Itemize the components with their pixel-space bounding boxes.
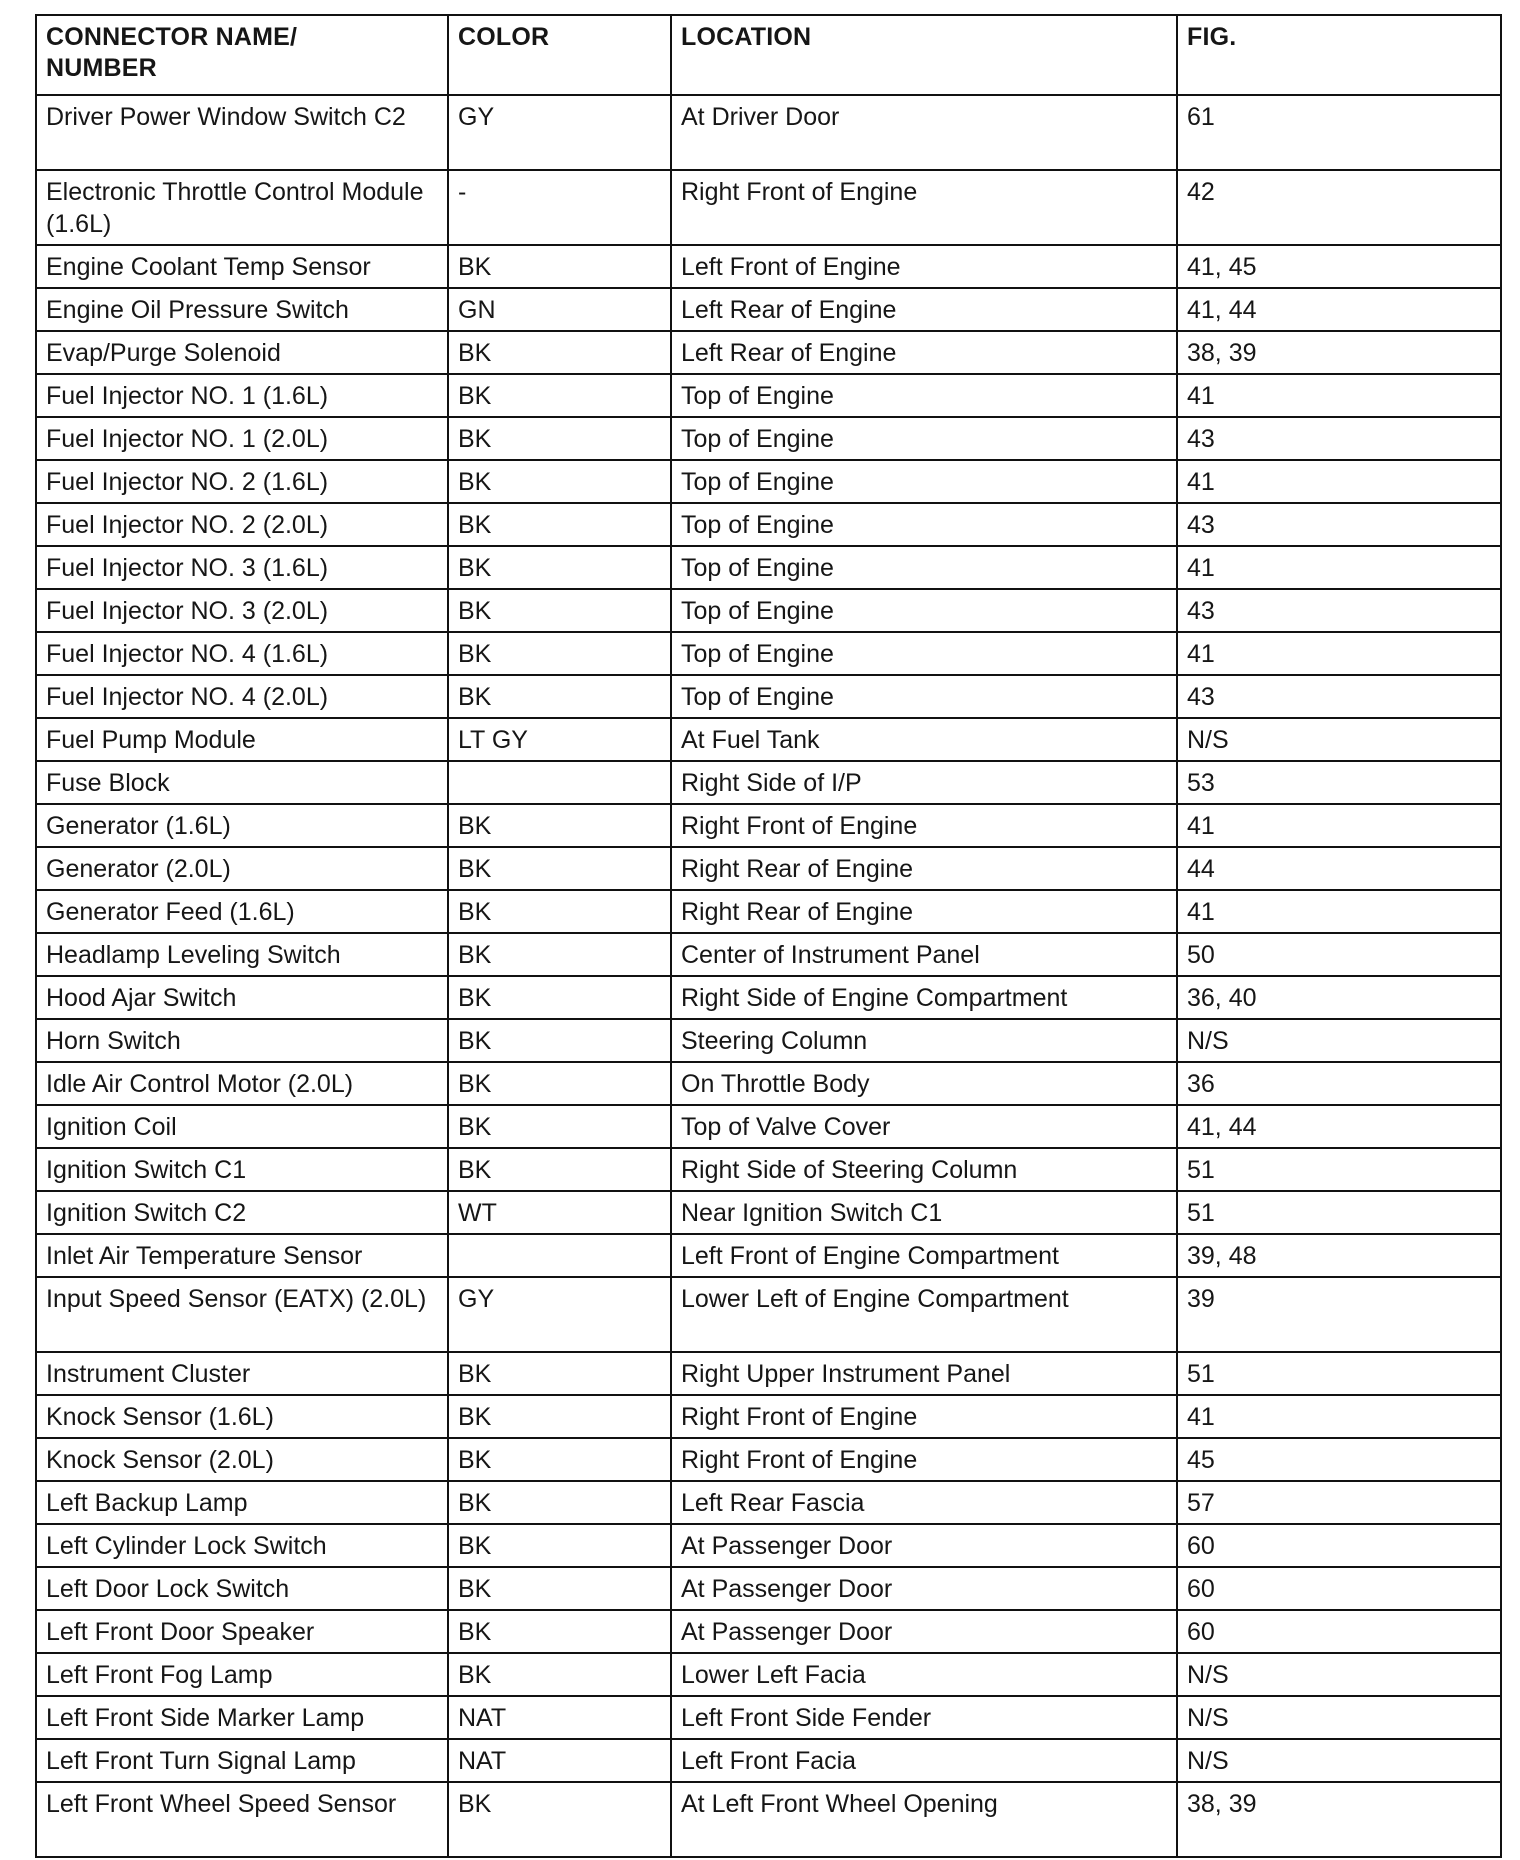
cell-fig: 39, 48 (1177, 1234, 1501, 1277)
cell-location: Top of Engine (671, 589, 1177, 632)
header-location: LOCATION (671, 15, 1177, 95)
cell-color: WT (448, 1191, 671, 1234)
table-row (36, 804, 1501, 847)
cell-connector-name: Input Speed Sensor (EATX) (2.0L) (36, 1277, 448, 1352)
cell-fig: 60 (1177, 1524, 1501, 1567)
cell-fig: 41 (1177, 460, 1501, 503)
cell-fig: 41, 44 (1177, 1105, 1501, 1148)
cell-connector-name: Fuel Injector NO. 4 (1.6L) (36, 632, 448, 675)
table-header-row (36, 15, 1501, 95)
table-row (36, 331, 1501, 374)
connector-table-sheet (35, 14, 1502, 1858)
cell-color: BK (448, 546, 671, 589)
cell-color: BK (448, 1524, 671, 1567)
cell-connector-name: Ignition Coil (36, 1105, 448, 1148)
cell-color (448, 761, 671, 804)
cell-connector-name: Left Front Turn Signal Lamp (36, 1739, 448, 1782)
table-row (36, 1148, 1501, 1191)
cell-connector-name: Left Cylinder Lock Switch (36, 1524, 448, 1567)
cell-connector-name: Hood Ajar Switch (36, 976, 448, 1019)
table-row (36, 1438, 1501, 1481)
cell-fig: 41 (1177, 804, 1501, 847)
table-row (36, 589, 1501, 632)
cell-fig: 51 (1177, 1352, 1501, 1395)
cell-color: BK (448, 1148, 671, 1191)
cell-connector-name: Ignition Switch C2 (36, 1191, 448, 1234)
cell-location: Right Front of Engine (671, 804, 1177, 847)
cell-connector-name: Generator Feed (1.6L) (36, 890, 448, 933)
cell-fig: 41 (1177, 890, 1501, 933)
cell-connector-name: Instrument Cluster (36, 1352, 448, 1395)
cell-color: BK (448, 976, 671, 1019)
cell-location: Near Ignition Switch C1 (671, 1191, 1177, 1234)
cell-color: GY (448, 95, 671, 170)
cell-fig: N/S (1177, 1696, 1501, 1739)
cell-fig: 44 (1177, 847, 1501, 890)
header-connector-name (36, 15, 448, 95)
cell-color: BK (448, 933, 671, 976)
cell-location: Left Front of Engine Compartment (671, 1234, 1177, 1277)
cell-color: BK (448, 1105, 671, 1148)
header-connector-name-line1: CONNECTOR NAME/ (46, 23, 298, 51)
cell-location: Top of Engine (671, 374, 1177, 417)
table-row (36, 288, 1501, 331)
table-row (36, 1567, 1501, 1610)
cell-location: Top of Engine (671, 460, 1177, 503)
cell-location: Right Upper Instrument Panel (671, 1352, 1177, 1395)
cell-location: Center of Instrument Panel (671, 933, 1177, 976)
cell-fig: 53 (1177, 761, 1501, 804)
cell-color: BK (448, 1610, 671, 1653)
cell-color: BK (448, 1782, 671, 1857)
cell-location: Top of Engine (671, 503, 1177, 546)
cell-color: LT GY (448, 718, 671, 761)
cell-location: Top of Engine (671, 546, 1177, 589)
cell-location: Right Front of Engine (671, 1438, 1177, 1481)
cell-connector-name: Fuel Injector NO. 4 (2.0L) (36, 675, 448, 718)
cell-fig: 38, 39 (1177, 1782, 1501, 1857)
cell-color: BK (448, 847, 671, 890)
table-row (36, 976, 1501, 1019)
table-row (36, 1395, 1501, 1438)
table-row (36, 1105, 1501, 1148)
cell-location: Top of Engine (671, 417, 1177, 460)
cell-connector-name: Fuel Injector NO. 3 (1.6L) (36, 546, 448, 589)
cell-color: BK (448, 1481, 671, 1524)
cell-color: BK (448, 1019, 671, 1062)
table-row (36, 1739, 1501, 1782)
cell-location: Right Side of I/P (671, 761, 1177, 804)
cell-color: BK (448, 245, 671, 288)
table-row (36, 933, 1501, 976)
cell-location: Top of Valve Cover (671, 1105, 1177, 1148)
table-row (36, 1653, 1501, 1696)
cell-location: Left Front of Engine (671, 245, 1177, 288)
table-row (36, 1234, 1501, 1277)
cell-location: At Driver Door (671, 95, 1177, 170)
cell-fig: 50 (1177, 933, 1501, 976)
cell-color: BK (448, 331, 671, 374)
table-row (36, 546, 1501, 589)
cell-color: BK (448, 1352, 671, 1395)
cell-color: BK (448, 460, 671, 503)
table-row (36, 1610, 1501, 1653)
cell-location: Top of Engine (671, 632, 1177, 675)
cell-location: On Throttle Body (671, 1062, 1177, 1105)
cell-fig: 41, 44 (1177, 288, 1501, 331)
cell-fig: 36 (1177, 1062, 1501, 1105)
cell-connector-name: Engine Oil Pressure Switch (36, 288, 448, 331)
cell-fig: 38, 39 (1177, 331, 1501, 374)
cell-color: NAT (448, 1739, 671, 1782)
cell-location: At Fuel Tank (671, 718, 1177, 761)
cell-fig: 41 (1177, 546, 1501, 589)
table-row (36, 460, 1501, 503)
cell-connector-name: Left Backup Lamp (36, 1481, 448, 1524)
cell-connector-name: Generator (1.6L) (36, 804, 448, 847)
table-row (36, 95, 1501, 170)
cell-fig: 45 (1177, 1438, 1501, 1481)
cell-color: BK (448, 589, 671, 632)
cell-color: BK (448, 1438, 671, 1481)
header-fig: FIG. (1177, 15, 1501, 95)
cell-connector-name: Horn Switch (36, 1019, 448, 1062)
cell-location: Right Front of Engine (671, 170, 1177, 245)
table-row (36, 1019, 1501, 1062)
connector-table (35, 14, 1502, 1858)
cell-location: Lower Left of Engine Compartment (671, 1277, 1177, 1352)
cell-location: Left Rear of Engine (671, 331, 1177, 374)
cell-connector-name: Fuel Injector NO. 3 (2.0L) (36, 589, 448, 632)
table-row (36, 761, 1501, 804)
cell-location: Right Front of Engine (671, 1395, 1177, 1438)
cell-color: BK (448, 804, 671, 847)
cell-fig: N/S (1177, 1739, 1501, 1782)
cell-connector-name: Fuel Injector NO. 2 (2.0L) (36, 503, 448, 546)
table-row (36, 1524, 1501, 1567)
cell-color: GY (448, 1277, 671, 1352)
cell-location: Right Side of Steering Column (671, 1148, 1177, 1191)
cell-color: GN (448, 288, 671, 331)
cell-connector-name: Electronic Throttle Control Module (1.6L) (36, 170, 448, 245)
cell-fig: 51 (1177, 1191, 1501, 1234)
cell-location: Right Rear of Engine (671, 890, 1177, 933)
cell-fig: 57 (1177, 1481, 1501, 1524)
cell-location: At Passenger Door (671, 1567, 1177, 1610)
table-row (36, 632, 1501, 675)
cell-fig: 60 (1177, 1567, 1501, 1610)
cell-fig: 41 (1177, 374, 1501, 417)
cell-color: BK (448, 890, 671, 933)
cell-fig: 51 (1177, 1148, 1501, 1191)
table-row (36, 503, 1501, 546)
cell-location: Left Front Facia (671, 1739, 1177, 1782)
cell-connector-name: Left Front Wheel Speed Sensor (36, 1782, 448, 1857)
cell-location: Right Side of Engine Compartment (671, 976, 1177, 1019)
cell-connector-name: Fuel Injector NO. 2 (1.6L) (36, 460, 448, 503)
cell-fig: 60 (1177, 1610, 1501, 1653)
cell-color: BK (448, 1062, 671, 1105)
cell-location: Left Front Side Fender (671, 1696, 1177, 1739)
cell-connector-name: Idle Air Control Motor (2.0L) (36, 1062, 448, 1105)
cell-fig: N/S (1177, 1653, 1501, 1696)
cell-color: BK (448, 1395, 671, 1438)
cell-connector-name: Left Front Side Marker Lamp (36, 1696, 448, 1739)
table-row (36, 1782, 1501, 1857)
cell-fig: 42 (1177, 170, 1501, 245)
cell-color: BK (448, 1567, 671, 1610)
cell-connector-name: Engine Coolant Temp Sensor (36, 245, 448, 288)
table-row (36, 245, 1501, 288)
cell-location: Top of Engine (671, 675, 1177, 718)
cell-location: Left Rear Fascia (671, 1481, 1177, 1524)
cell-fig: 43 (1177, 675, 1501, 718)
table-row (36, 1352, 1501, 1395)
cell-color: BK (448, 417, 671, 460)
table-row (36, 417, 1501, 460)
cell-connector-name: Fuse Block (36, 761, 448, 804)
cell-connector-name: Inlet Air Temperature Sensor (36, 1234, 448, 1277)
table-row (36, 374, 1501, 417)
cell-fig: 43 (1177, 503, 1501, 546)
cell-fig: 41 (1177, 632, 1501, 675)
table-row (36, 1277, 1501, 1352)
cell-color: BK (448, 632, 671, 675)
cell-connector-name: Driver Power Window Switch C2 (36, 95, 448, 170)
cell-color: BK (448, 503, 671, 546)
cell-connector-name: Knock Sensor (2.0L) (36, 1438, 448, 1481)
cell-location: Steering Column (671, 1019, 1177, 1062)
table-row (36, 718, 1501, 761)
cell-color: BK (448, 675, 671, 718)
table-row (36, 890, 1501, 933)
table-row (36, 1696, 1501, 1739)
cell-location: At Passenger Door (671, 1610, 1177, 1653)
table-row (36, 1481, 1501, 1524)
cell-location: Lower Left Facia (671, 1653, 1177, 1696)
cell-fig: 41, 45 (1177, 245, 1501, 288)
cell-connector-name: Fuel Pump Module (36, 718, 448, 761)
cell-location: Left Rear of Engine (671, 288, 1177, 331)
table-row (36, 170, 1501, 245)
cell-connector-name: Headlamp Leveling Switch (36, 933, 448, 976)
table-row (36, 847, 1501, 890)
cell-connector-name: Generator (2.0L) (36, 847, 448, 890)
cell-location: Right Rear of Engine (671, 847, 1177, 890)
cell-connector-name: Ignition Switch C1 (36, 1148, 448, 1191)
cell-connector-name: Left Front Door Speaker (36, 1610, 448, 1653)
cell-fig: 43 (1177, 417, 1501, 460)
cell-connector-name: Left Door Lock Switch (36, 1567, 448, 1610)
cell-fig: 41 (1177, 1395, 1501, 1438)
cell-color: BK (448, 1653, 671, 1696)
table-row (36, 675, 1501, 718)
cell-fig: 39 (1177, 1277, 1501, 1352)
cell-fig: N/S (1177, 718, 1501, 761)
cell-fig: 43 (1177, 589, 1501, 632)
cell-connector-name: Evap/Purge Solenoid (36, 331, 448, 374)
header-connector-name-line2: NUMBER (46, 54, 157, 82)
cell-color: - (448, 170, 671, 245)
cell-connector-name: Fuel Injector NO. 1 (2.0L) (36, 417, 448, 460)
cell-location: At Left Front Wheel Opening (671, 1782, 1177, 1857)
cell-connector-name: Fuel Injector NO. 1 (1.6L) (36, 374, 448, 417)
cell-location: At Passenger Door (671, 1524, 1177, 1567)
cell-fig: 36, 40 (1177, 976, 1501, 1019)
cell-color: BK (448, 374, 671, 417)
header-color: COLOR (448, 15, 671, 95)
cell-fig: N/S (1177, 1019, 1501, 1062)
cell-color (448, 1234, 671, 1277)
table-row (36, 1191, 1501, 1234)
table-row (36, 1062, 1501, 1105)
cell-color: NAT (448, 1696, 671, 1739)
cell-connector-name: Knock Sensor (1.6L) (36, 1395, 448, 1438)
cell-fig: 61 (1177, 95, 1501, 170)
cell-connector-name: Left Front Fog Lamp (36, 1653, 448, 1696)
